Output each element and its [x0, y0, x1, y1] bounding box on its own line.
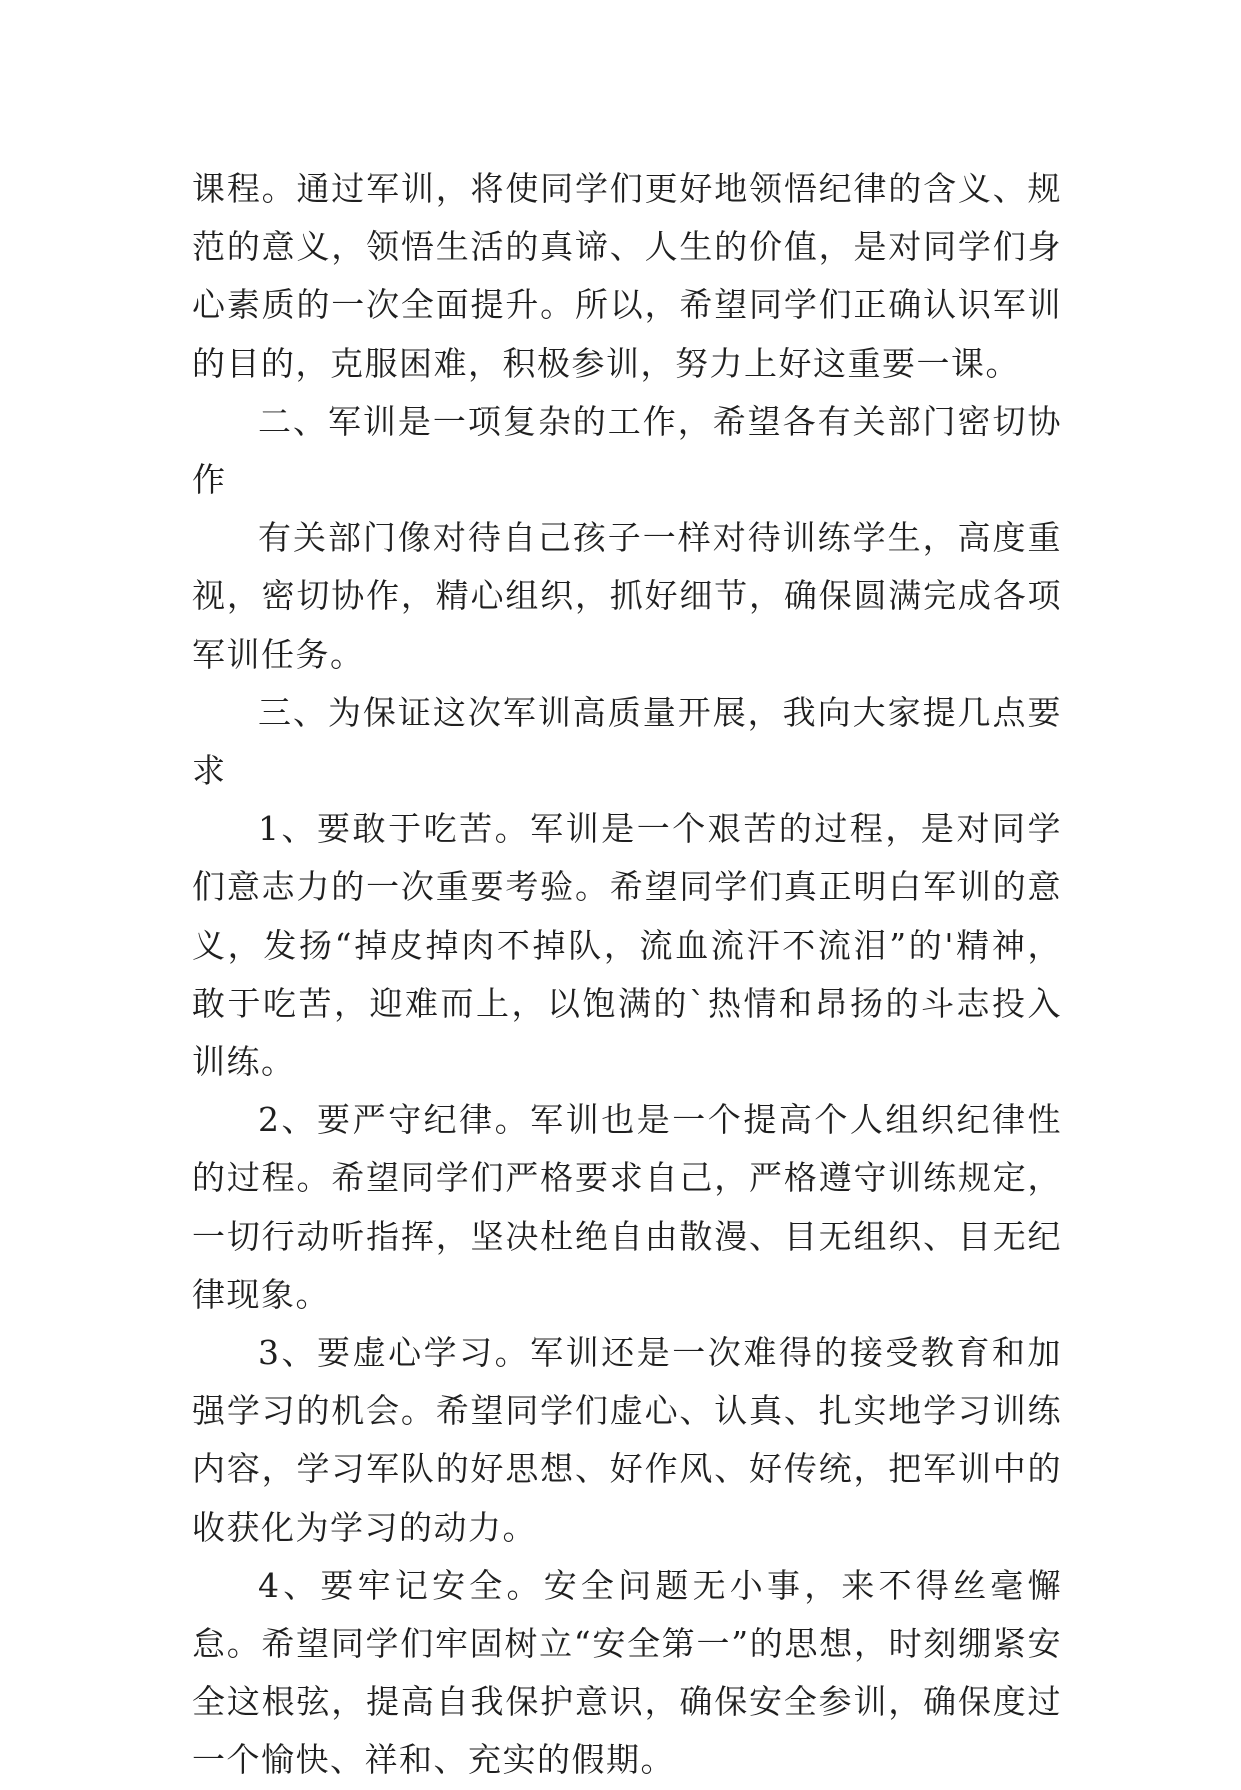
document-body	[192, 160, 1062, 1790]
paragraph-8: 4、要牢记安全。安全问题无小事，来不得丝毫懈怠。希望同学们牢固树立“安全第一”的思想，时刻绷紧安全这根弦，提高自我保护意识，确保安全参训，确保度过一个愉快、祥和、充实的假期。	[192, 1565, 1062, 1780]
paragraph-5: 1、要敢于吃苦。军训是一个艰苦的过程，是对同学们意志力的一次重要考验。希望同学们真正明白军训的意义，发扬“掉皮掉肉不掉队，流血流汗不流泪”的'精神，敢于吃苦，迎难而上，以饱满的`热情和昂扬的斗志投入训练。	[192, 809, 1062, 1082]
paragraph-1: 课程。通过军训，将使同学们更好地领悟纪律的含义、规范的意义，领悟生活的真谛、人生的价值，是对同学们身心素质的一次全面提升。所以，希望同学们正确认识军训的目的，克服困难，积极参训，努力上好这重要一课。	[192, 169, 1062, 383]
paragraph-3: 有关部门像对待自己孩子一样对待训练学生，高度重视，密切协作，精心组织，抓好细节，确保圆满完成各项军训任务。	[192, 518, 1062, 674]
paragraph-7: 3、要虚心学习。军训还是一次难得的接受教育和加强学习的机会。希望同学们虚心、认真、扎实地学习训练内容，学习军队的好思想、好作风、好传统，把军训中的收获化为学习的动力。	[192, 1333, 1062, 1547]
paragraph-2: 二、军训是一项复杂的工作，希望各有关部门密切协作	[192, 401, 1062, 500]
paragraph-4: 三、为保证这次军训高质量开展，我向大家提几点要求	[192, 692, 1062, 791]
paragraph-6: 2、要严守纪律。军训也是一个提高个人组织纪律性的过程。希望同学们严格要求自己，严格遵守训练规定，一切行动听指挥，坚决杜绝自由散漫、目无组织、目无纪律现象。	[192, 1100, 1062, 1314]
